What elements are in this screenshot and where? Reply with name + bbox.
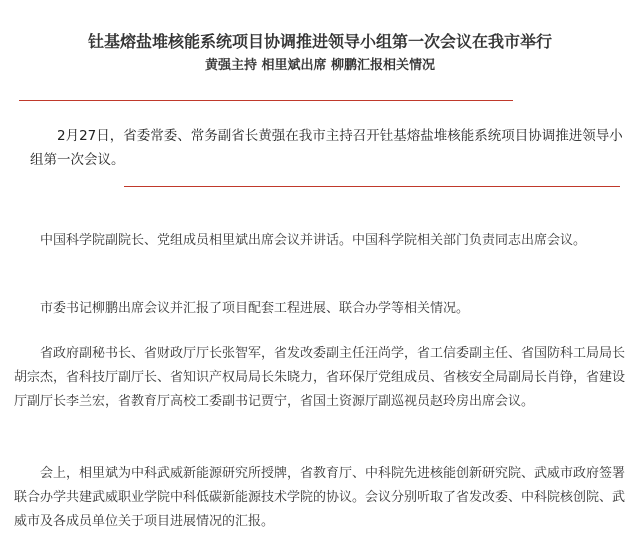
article-subtitle: 黄强主持 相里斌出席 柳鹏汇报相关情况	[204, 58, 436, 73]
body-paragraph-2: 市委书记柳鹏出席会议并汇报了项目配套工程进展、联合办学等相关情况。	[40, 301, 470, 316]
article-title: 钍基熔盐堆核能系统项目协调推进领导小组第一次会议在我市举行	[87, 32, 552, 51]
body-paragraph-4: 会上，相里斌为中科武威新能源研究所授牌，省教育厅、中科院先进核能创新研究院、武威市政府签署联合办学共建武威职业学院中科低碳新能源技术学院的协议。会议分别听取了省发改委、中科院核创院、武威市及各成员单位关于项目进展情况的汇报。	[14, 466, 626, 529]
body-paragraph-1: 中国科学院副院长、党组成员相里斌出席会议并讲话。中国科学院相关部门负责同志出席会议。	[40, 233, 587, 248]
body-paragraph-3: 省政府副秘书长、省财政厅厅长张智军，省发改委副主任汪尚学，省工信委副主任、省国防科工局局长胡宗杰，省科技厅副厅长、省知识产权局局长朱晓力，省环保厅党组成员、省核安全局副局长肖铮，省建设厅副厅长李兰宏，省教育厅高校工委副书记贾宁，省国土资源厅副巡视员赵玲房出席会议。	[14, 346, 626, 409]
divider-top	[19, 100, 513, 101]
divider-bottom	[124, 186, 620, 187]
lead-paragraph: 2月27日，省委常委、常务副省长黄强在我市主持召开钍基熔盐堆核能系统项目协调推进领导小组第一次会议。	[30, 128, 623, 168]
